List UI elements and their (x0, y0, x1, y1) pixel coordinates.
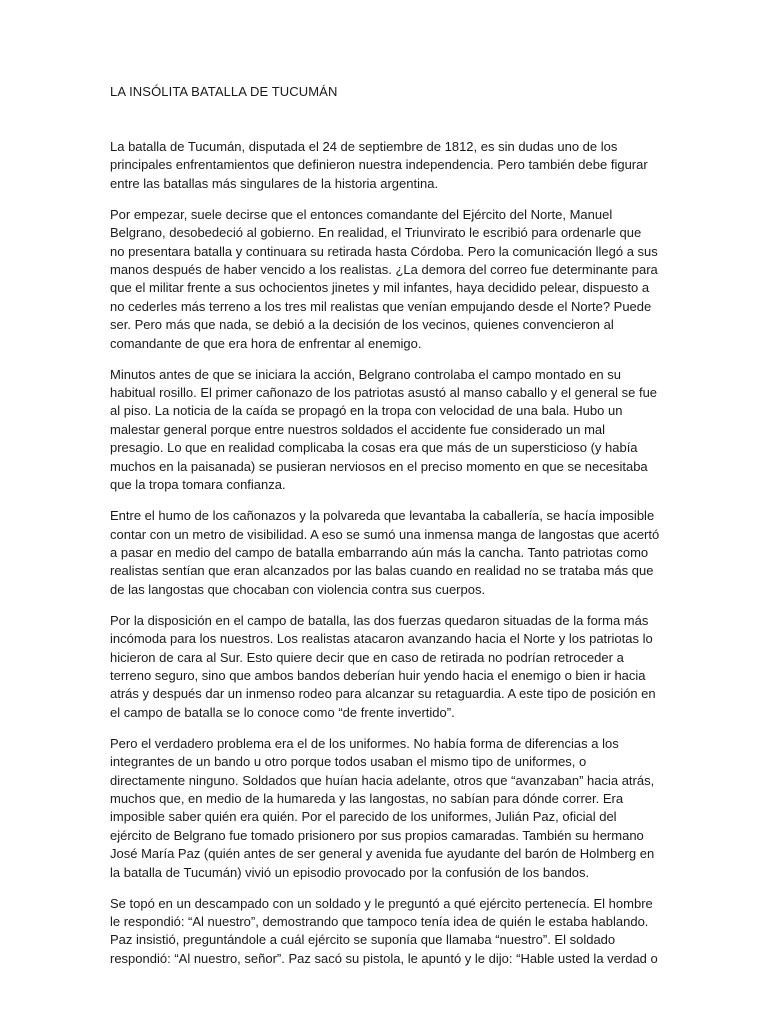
text-line: respondió: “Al nuestro, señor”. Paz sacó su pistola, le apuntó y le dijo: “Hable usted la verdad o (110, 950, 658, 966)
text-line: que el militar frente a sus ochocientos jinetes y mil infantes, haya decidido pelear, dispuesto a (110, 280, 650, 296)
text-line: Por empezar, suele decirse que el entonces comandante del Ejército del Norte, Manuel (110, 206, 613, 222)
text-line: comandante de que era hora de enfrentar al enemigo. (110, 335, 422, 351)
text-line: que la tropa tomara confianza. (110, 477, 286, 493)
paragraph (110, 206, 660, 353)
text-line: presagio. Lo que en realidad complicaba la cosas era que más de un supersticioso (y había (110, 440, 638, 456)
text-line: Se topó en un descampado con un soldado y le preguntó a qué ejército pertenecía. El hombre (110, 895, 653, 911)
text-line: directamente ninguno. Soldados que huían hacia adelante, otros que “avanzaban” hacia atrás, (110, 772, 655, 788)
text-line: Por la disposición en el campo de batalla, las dos fuerzas quedaron situadas de la forma más (110, 612, 649, 628)
text-line: entre las batallas más singulares de la historia argentina. (110, 175, 439, 191)
text-line: el campo de batalla se lo conoce como “de frente invertido”. (110, 704, 455, 720)
text-line: habitual rosillo. El primer cañonazo de los patriotas asustó al manso caballo y el general se fue (110, 385, 658, 401)
text-line: al piso. La noticia de la caída se propagó en la tropa con velocidad de una bala. Hubo un (110, 403, 623, 419)
text-line: muchos en la paisanada) se pusieran nerviosos en el preciso momento en que se necesitaba (110, 458, 648, 474)
paragraph (110, 735, 660, 882)
text-line: imposible saber quién era quién. Por el parecido de los uniformes, Julián Paz, oficial del (110, 809, 617, 825)
text-line: Belgrano, desobedeció al gobierno. En realidad, el Triunvirato le escribió para ordenarle que (110, 225, 642, 241)
text-line: realistas sentían que eran alcanzados por las balas cuando en realidad no se trataba más que (110, 563, 654, 579)
text-line: principales enfrentamientos que definieron nuestra independencia. Pero también debe figurar (110, 157, 648, 173)
document-body (110, 138, 660, 981)
text-line: no presentara batalla y continuara su retirada hasta Córdoba. Pero la comunicación llegó a sus (110, 243, 658, 259)
text-line: Minutos antes de que se iniciara la acción, Belgrano controlaba el campo montado en su (110, 366, 621, 382)
text-line: Entre el humo de los cañonazos y la polvareda que levantaba la caballería, se hacía imposible (110, 508, 655, 524)
paragraph (110, 507, 660, 599)
text-line: a pasar en medio del campo de batalla embarrando aún más la cancha. Tanto patriotas como (110, 544, 649, 560)
text-line: La batalla de Tucumán, disputada el 24 de septiembre de 1812, es sin dudas uno de los (110, 139, 618, 154)
paragraph (110, 366, 660, 495)
text-line: malestar general porque entre nuestros soldados el accidente fue considerado un mal (110, 421, 606, 437)
text-line: Pero el verdadero problema era el de los uniformes. No había forma de diferencias a los (110, 735, 619, 751)
text-line: de las langostas que chocaban con violencia contra sus cuerpos. (110, 581, 486, 597)
text-line: le respondió: “Al nuestro”, demostrando que tampoco tenía idea de quién le estaba hablando. (110, 914, 649, 929)
text-line: ser. Pero más que nada, se debió a la decisión de los vecinos, quienes convencieron al (110, 317, 614, 333)
text-line: no cederles más terreno a los tres mil realistas que venían empujando desde el Norte? Puede (110, 298, 652, 314)
text-line: integrantes de un bando u otro porque todos usaban el mismo tipo de uniformes, o (110, 754, 587, 770)
text-line: José María Paz (quién antes de ser general y avenida fue ayudante del barón de Holmberg en (110, 846, 655, 862)
text-line: ejército de Belgrano fue tomado prisionero por sus propios camaradas. También su hermano (110, 827, 644, 843)
text-line: Paz insistió, preguntándole a cuál ejército se suponía que llamaba “nuestro”. El soldado (110, 932, 616, 948)
text-line: la batalla de Tucumán) vivió un episodio provocado por la confusión de los bandos. (110, 864, 590, 880)
paragraph (110, 895, 660, 969)
paragraph (110, 138, 660, 193)
document-title: LA INSÓLITA BATALLA DE TUCUMÁN (110, 84, 338, 99)
paragraph (110, 612, 660, 722)
text-line: hicieron de cara al Sur. Esto quiere decir que en caso de retirada no podrían retroceder a (110, 649, 624, 665)
text-line: atrás y después dar un inmenso rodeo para alcanzar su retaguardia. A este tipo de posición en (110, 686, 656, 702)
text-line: terreno seguro, sino que ambos bandos deberían huir yendo hacia el enemigo o bien ir hacia (110, 667, 646, 683)
text-line: muchos que, en medio de la humareda y las langostas, no sabían para dónde correr. Era (110, 790, 624, 806)
text-line: incómoda para los nuestros. Los realistas atacaron avanzando hacia el Norte y los patriotas lo (110, 631, 653, 647)
text-line: manos después de haber vencido a los realistas. ¿La demora del correo fue determinante para (110, 262, 658, 278)
text-line: contar con un metro de visibilidad. A eso se sumó una inmensa manga de langostas que acertó (110, 526, 660, 542)
